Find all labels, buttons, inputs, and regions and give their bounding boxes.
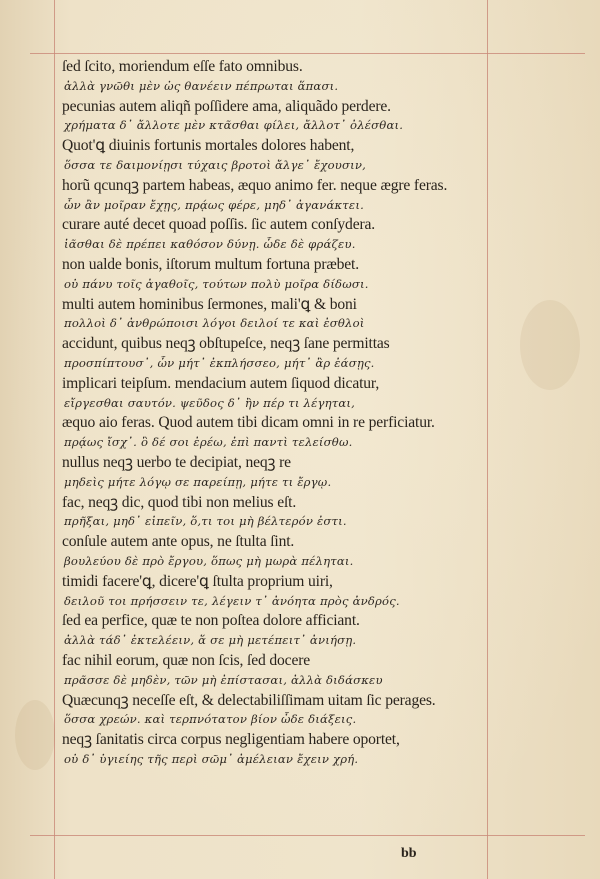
latin-line: conſule autem ante opus, ne ſtulta ſint. <box>62 533 295 551</box>
latin-line: nullus neqꝫ uerbo te decipiat, neqꝫ re <box>62 453 291 471</box>
greek-line: ἰᾶσθαι δὲ πρέπει καθόσον δύνῃ. ὧδε δὲ φράζευ. <box>64 237 356 252</box>
latin-line: ſed ea perfice, quæ te non poſtea dolore afficiant. <box>62 612 360 630</box>
left-margin-rule <box>54 0 55 879</box>
latin-line: non ualde bonis, iſtorum multum fortuna præbet. <box>62 255 359 273</box>
greek-line: ὅσσα τε δαιμονίῃσι τύχαις βροτοὶ ἄλγε᾽ ἔχουσιν, <box>64 157 367 172</box>
latin-line: Quæcunqꝫ neceſſe eſt, & delectabiliſſimam uitam ſic perages. <box>62 691 436 709</box>
latin-line: horũ qcunqꝫ partem habeas, æquo animo fer. neque ægre feras. <box>62 176 448 194</box>
greek-line: χρήματα δ᾽ ἄλλοτε μὲν κτᾶσθαι φίλει, ἄλλοτ᾽ ὀλέσθαι. <box>64 118 404 133</box>
greek-line: πρᾴως ἴσχ᾽. ὃ δέ σοι ἐρέω, ἐπὶ παντὶ τελείσθω. <box>64 435 353 450</box>
greek-line: οὐ δ᾽ ὑγιείης τῆς περὶ σῶμ᾽ ἀμέλειαν ἔχειν χρή. <box>64 751 359 766</box>
latin-line: implicari teipſum. mendacium autem ſiquod dicatur, <box>62 374 380 392</box>
latin-line: neqꝫ ſanitatis circa corpus negligentiam habere oportet, <box>62 731 400 749</box>
greek-line: δειλοῦ τοι πρήσσειν τε, λέγειν τ᾽ ἀνόητα πρὸς ἀνδρός. <box>64 593 400 608</box>
paper-stain <box>520 300 580 390</box>
greek-line: ἀλλὰ γνῶθι μὲν ὡς θανέειν πέπρωται ἅπασι. <box>64 78 339 93</box>
greek-line: εἴργεσθαι σαυτόν. ψεῦδος δ᾽ ἢν πέρ τι λέγηται, <box>64 395 356 410</box>
greek-line: ὧν ἂν μοῖραν ἔχῃς, πρᾴως φέρε, μηδ᾽ ἀγανάκτει. <box>64 197 364 212</box>
interlinear-text <box>62 57 472 770</box>
latin-line: ſed ſcito, moriendum eſſe fato omnibus. <box>62 58 303 75</box>
greek-line: πρᾶσσε δὲ μηδὲν, τῶν μὴ ἐπίστασαι, ἀλλὰ διδάσκευ <box>64 672 383 687</box>
paper-stain <box>15 700 55 770</box>
greek-line: οὐ πάνυ τοῖς ἀγαθοῖς, τούτων πολὺ μοῖρα δίδωσι. <box>64 276 369 291</box>
greek-line: μηδεὶς μήτε λόγῳ σε παρείπῃ, μήτε τι ἔργῳ. <box>64 474 332 489</box>
latin-line: fac nihil eorum, quæ non ſcis, ſed docere <box>62 651 311 669</box>
latin-line: pecunias autem aliqñ poſſidere ama, aliquãdo perdere. <box>62 97 391 115</box>
bottom-rule <box>30 835 585 836</box>
greek-line: βουλεύου δὲ πρὸ ἔργου, ὅπως μὴ μωρὰ πέληται. <box>64 553 354 568</box>
greek-line: πολλοὶ δ᾽ ἀνθρώποισι λόγοι δειλοί τε καὶ ἐσθλοὶ <box>64 316 365 331</box>
latin-line: fac, neqꝫ dic, quod tibi non melius eſt. <box>62 493 297 511</box>
right-margin-rule <box>487 0 488 879</box>
signature-mark: bb <box>401 846 417 861</box>
latin-line: curare auté decet quoad poſſis. ſic autem conſydera. <box>62 216 376 234</box>
latin-line: multi autem hominibus ſermones, mali'ꝗ & boni <box>62 295 357 313</box>
latin-line: timidi facere'ꝗ, dicere'ꝗ ſtulta proprium uiri, <box>62 572 333 590</box>
greek-line: ἀλλὰ τάδ᾽ ἐκτελέειν, ἅ σε μὴ μετέπειτ᾽ ἀνιήσῃ. <box>64 633 357 648</box>
latin-line: æquo aio feras. Quod autem tibi dicam omni in re perficiatur. <box>62 414 435 432</box>
greek-line: ὅσσα χρεών. καὶ τερπνότατον βίον ὧδε διάξεις. <box>64 712 357 727</box>
top-rule <box>30 53 585 54</box>
latin-line: Quot'ꝗ diuinis fortunis mortales dolores habent, <box>62 137 355 155</box>
greek-line: προσπίπτουσ᾽, ὧν μήτ᾽ ἐκπλήσσεο, μήτ᾽ ἂρ ἐάσῃς. <box>64 355 375 370</box>
greek-line: πρῆξαι, μηδ᾽ εἰπεῖν, ὅ,τι τοι μὴ βέλτερόν ἐστι. <box>64 514 347 529</box>
latin-line: accidunt, quibus neqꝫ obſtupeſce, neqꝫ ſane permittas <box>62 335 390 353</box>
